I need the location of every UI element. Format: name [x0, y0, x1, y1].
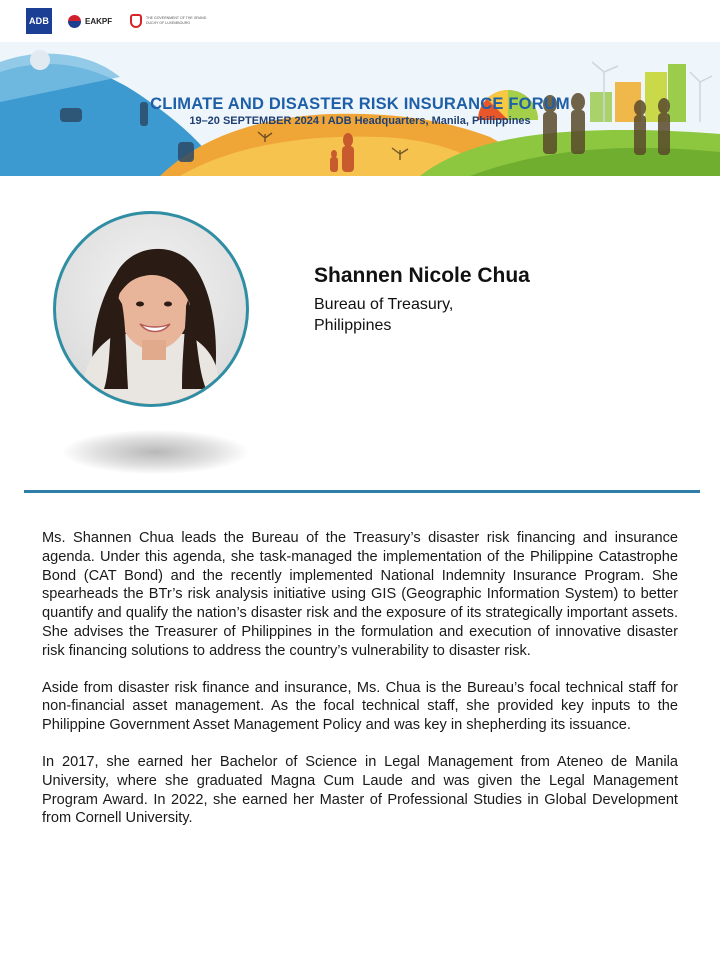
partner-logos — [26, 8, 326, 34]
banner-title: CLIMATE AND DISASTER RISK INSURANCE FORUM — [150, 95, 570, 113]
person-photo-icon — [56, 214, 246, 404]
affiliation-line-2: Philippines — [314, 317, 392, 334]
portrait-shadow — [63, 430, 248, 474]
luxembourg-logo — [130, 11, 216, 31]
portrait-ring — [53, 211, 249, 407]
affiliation-line-1: Bureau of Treasury, — [314, 296, 454, 313]
bio-paragraph: Aside from disaster risk finance and insurance, Ms. Chua is the Bureau’s focal technical staff for non-financial asset management. As the focal technical staff, she provided key inputs to the Philippine Government Asset Management Policy and was key in shepherding its issuance. — [42, 679, 678, 734]
speaker-affiliation — [314, 294, 574, 336]
bio-paragraph: In 2017, she earned her Bachelor of Science in Legal Management from Ateneo de Manila University, where she graduated Magna Cum Laude and was given the Legal Management Program Award. In 2022, she earned her Master of Professional Studies in Global Development from Cornell University. — [42, 753, 678, 827]
speaker-name: Shannen Nicole Chua — [314, 264, 530, 287]
eakpf-label: EAKPF — [85, 16, 113, 26]
luxembourg-label: THE GOVERNMENT OF THE GRAND DUCHY OF LUXEMBOURG — [146, 16, 207, 25]
event-banner — [0, 42, 720, 176]
korea-emblem-icon — [68, 15, 81, 28]
speaker-bio — [42, 529, 678, 846]
eakpf-logo — [68, 13, 112, 29]
speaker-portrait — [53, 211, 253, 411]
adb-logo: ADB — [26, 8, 52, 34]
banner-subtitle: 19–20 SEPTEMBER 2024 I ADB Headquarters, Manila, Philippines — [189, 115, 531, 127]
lion-icon — [130, 14, 142, 28]
bio-paragraph: Ms. Shannen Chua leads the Bureau of the Treasury’s disaster risk financing and insurance agenda. Under this agenda, she task-managed the implementation of the Philippine Catastrophe Bond (CAT Bond) and the recently implemented National Indemnity Insurance Program. She spearheads the BTr’s risk analysis initiative using GIS (Geographic Information System) to better quantify and qualify the nation’s disaster risk and the exposure of its strategically important assets. She advises the Treasurer of Philippines in the formulation and execution of innovative disaster risk financing solutions to address the country’s vulnerability to disaster risk. — [42, 530, 678, 659]
section-divider — [24, 490, 700, 493]
